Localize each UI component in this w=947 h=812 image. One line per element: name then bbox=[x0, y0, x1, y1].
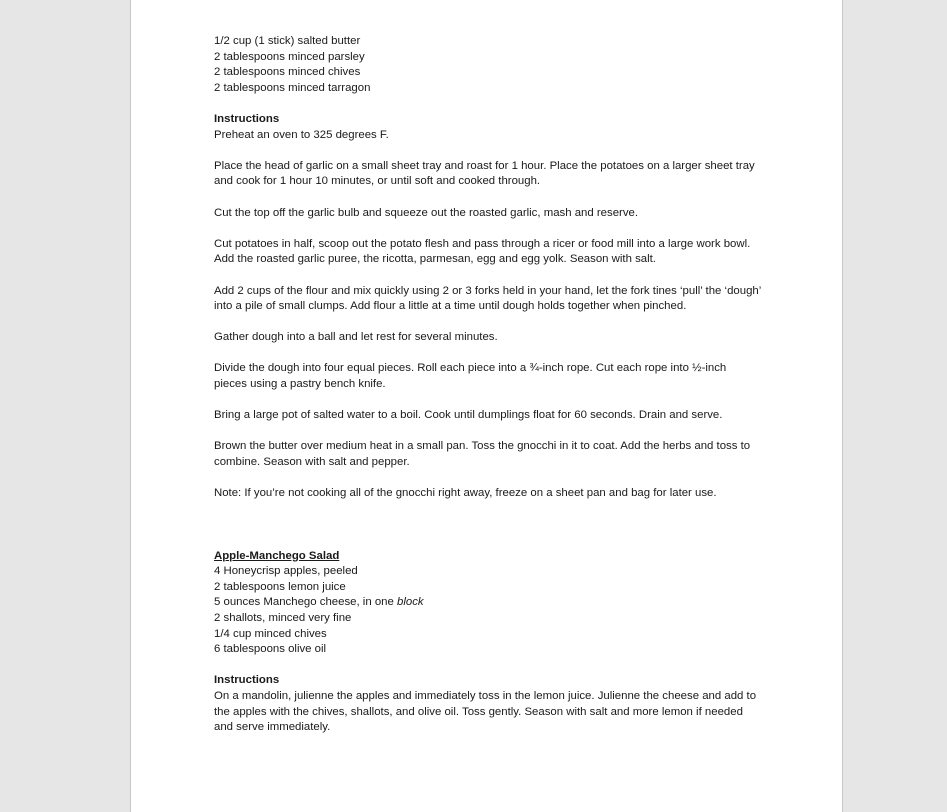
ingredient-line: 6 tablespoons olive oil bbox=[214, 643, 327, 656]
document-page bbox=[130, 0, 843, 812]
instruction-paragraph: Cut potatoes in half, scoop out the potato flesh and pass through a ricer or food mill into a large work bowl. Add the roasted garlic puree, the ricotta, parmesan, egg and egg yolk. Season with salt. bbox=[214, 237, 751, 266]
instruction-paragraph: Divide the dough into four equal pieces. Roll each piece into a ¾-inch rope. Cut each rope into ½-inch pieces using a pastry bench knife. bbox=[214, 362, 727, 391]
instruction-paragraph: Gather dough into a ball and let rest for several minutes. bbox=[214, 331, 498, 344]
page-content bbox=[214, 34, 762, 736]
ingredient-italic-text: block bbox=[397, 596, 424, 609]
note-paragraph: Note: If you’re not cooking all of the gnocchi right away, freeze on a sheet pan and bag for later use. bbox=[214, 487, 717, 500]
ingredient-line: 2 shallots, minced very fine bbox=[214, 611, 352, 624]
instructions-heading: Instructions bbox=[214, 112, 280, 125]
ingredient-line: 2 tablespoons lemon juice bbox=[214, 580, 346, 593]
ingredient-line: 2 tablespoons minced chives bbox=[214, 66, 361, 79]
ingredient-line: 2 tablespoons minced parsley bbox=[214, 50, 365, 63]
instruction-paragraph: Place the head of garlic on a small sheet tray and roast for 1 hour. Place the potatoes on a larger sheet tray and cook for 1 hour 10 minutes, or until soft and cooked through. bbox=[214, 159, 755, 188]
instruction-paragraph: Brown the butter over medium heat in a small pan. Toss the gnocchi in it to coat. Add the herbs and toss to combine. Season with salt and pepper. bbox=[214, 440, 751, 469]
ingredient-line: 2 tablespoons minced tarragon bbox=[214, 81, 371, 94]
ingredient-line: 1/4 cup minced chives bbox=[214, 627, 327, 640]
instruction-paragraph: Preheat an oven to 325 degrees F. bbox=[214, 128, 389, 141]
instruction-paragraph: Bring a large pot of salted water to a boil. Cook until dumplings float for 60 seconds. Drain and serve. bbox=[214, 409, 723, 422]
instructions-heading: Instructions bbox=[214, 674, 280, 687]
ingredient-line: 1/2 cup (1 stick) salted butter bbox=[214, 35, 361, 47]
instruction-paragraph: On a mandolin, julienne the apples and immediately toss in the lemon juice. Julienne the cheese and add to the apples with the chives, shallots, and olive oil. Toss gently. Season with salt and more lemon if needed and serve immediately. bbox=[214, 689, 757, 734]
instruction-paragraph: Add 2 cups of the flour and mix quickly using 2 or 3 forks held in your hand, let the fork tines ‘pull’ the ‘dough’ into a pile of small clumps. Add flour a little at a time until dough holds together when pinched. bbox=[214, 284, 761, 313]
instruction-paragraph: Cut the top off the garlic bulb and squeeze out the roasted garlic, mash and reserve. bbox=[214, 206, 639, 219]
ingredient-line bbox=[214, 595, 762, 611]
ingredient-line: 4 Honeycrisp apples, peeled bbox=[214, 565, 358, 578]
ingredient-text: 5 ounces Manchego cheese, in one bbox=[214, 596, 398, 609]
recipe-title: Apple-Manchego Salad bbox=[214, 549, 340, 562]
